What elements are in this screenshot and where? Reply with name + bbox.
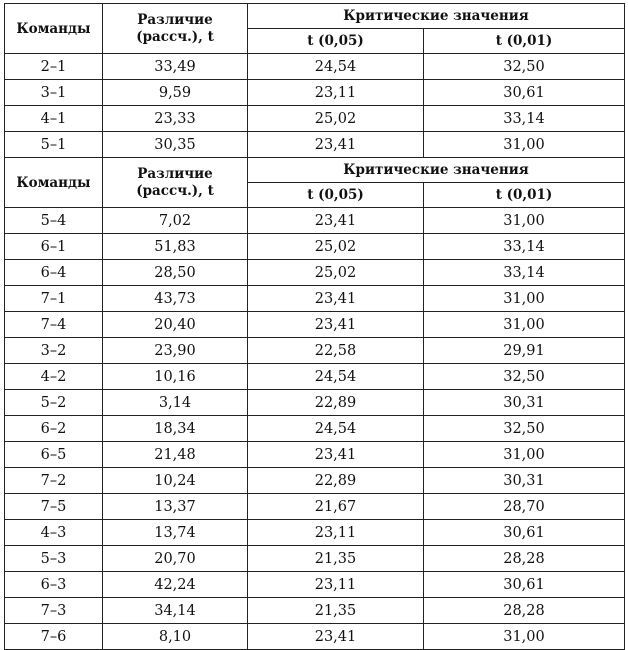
team-pair-cell: 7–5 <box>5 494 103 520</box>
critical-values-header: Критические значения <box>248 4 625 29</box>
difference-value-cell: 8,10 <box>103 624 248 650</box>
difference-value-cell: 20,70 <box>103 546 248 572</box>
table-row <box>5 390 625 416</box>
header-row <box>5 158 625 183</box>
t005-value-cell: 21,67 <box>248 494 424 520</box>
team-pair-cell: 2–1 <box>5 54 103 80</box>
t005-value-cell: 22,58 <box>248 338 424 364</box>
t005-value-cell: 22,89 <box>248 468 424 494</box>
t001-value-cell: 30,31 <box>424 390 625 416</box>
t005-value-cell: 23,41 <box>248 132 424 158</box>
table-row <box>5 106 625 132</box>
difference-value-cell: 20,40 <box>103 312 248 338</box>
t001-value-cell: 33,14 <box>424 234 625 260</box>
t001-value-cell: 30,61 <box>424 520 625 546</box>
t001-value-cell: 28,28 <box>424 598 625 624</box>
difference-value-cell: 23,33 <box>103 106 248 132</box>
t005-header: t (0,05) <box>248 183 424 208</box>
difference-header-line2: (рассч.), t <box>136 28 214 45</box>
t005-value-cell: 23,41 <box>248 312 424 338</box>
table-row <box>5 572 625 598</box>
table-row <box>5 520 625 546</box>
t005-value-cell: 23,41 <box>248 624 424 650</box>
critical-values-header: Критические значения <box>248 158 625 183</box>
difference-value-cell: 21,48 <box>103 442 248 468</box>
table-row <box>5 442 625 468</box>
difference-value-cell: 28,50 <box>103 260 248 286</box>
difference-value-cell: 42,24 <box>103 572 248 598</box>
t001-value-cell: 32,50 <box>424 364 625 390</box>
t005-value-cell: 23,41 <box>248 208 424 234</box>
t005-value-cell: 23,11 <box>248 520 424 546</box>
team-pair-cell: 4–1 <box>5 106 103 132</box>
t001-value-cell: 29,91 <box>424 338 625 364</box>
t001-value-cell: 32,50 <box>424 54 625 80</box>
table-row <box>5 546 625 572</box>
t005-value-cell: 24,54 <box>248 364 424 390</box>
team-pair-cell: 7–4 <box>5 312 103 338</box>
team-pair-cell: 7–1 <box>5 286 103 312</box>
teams-header: Команды <box>5 4 103 54</box>
t005-value-cell: 23,11 <box>248 80 424 106</box>
table-row <box>5 494 625 520</box>
difference-value-cell: 10,24 <box>103 468 248 494</box>
t005-value-cell: 24,54 <box>248 54 424 80</box>
table-row <box>5 234 625 260</box>
t005-value-cell: 22,89 <box>248 390 424 416</box>
team-pair-cell: 5–2 <box>5 390 103 416</box>
table-row <box>5 312 625 338</box>
t001-value-cell: 28,70 <box>424 494 625 520</box>
difference-value-cell: 43,73 <box>103 286 248 312</box>
difference-value-cell: 23,90 <box>103 338 248 364</box>
table-row <box>5 54 625 80</box>
team-pair-cell: 5–3 <box>5 546 103 572</box>
t001-value-cell: 32,50 <box>424 416 625 442</box>
t005-value-cell: 25,02 <box>248 106 424 132</box>
t001-value-cell: 31,00 <box>424 442 625 468</box>
teams-header: Команды <box>5 158 103 208</box>
t005-value-cell: 21,35 <box>248 546 424 572</box>
team-pair-cell: 6–4 <box>5 260 103 286</box>
t001-value-cell: 31,00 <box>424 624 625 650</box>
team-pair-cell: 5–4 <box>5 208 103 234</box>
t001-header: t (0,01) <box>424 183 625 208</box>
t005-header: t (0,05) <box>248 29 424 54</box>
section-2-header <box>5 158 625 208</box>
difference-header <box>103 4 248 54</box>
difference-value-cell: 13,37 <box>103 494 248 520</box>
team-pair-cell: 6–3 <box>5 572 103 598</box>
difference-header-line1: Различие <box>137 165 213 182</box>
team-pair-cell: 7–2 <box>5 468 103 494</box>
t001-value-cell: 30,31 <box>424 468 625 494</box>
difference-value-cell: 9,59 <box>103 80 248 106</box>
team-pair-cell: 7–6 <box>5 624 103 650</box>
t001-header: t (0,01) <box>424 29 625 54</box>
team-pair-cell: 4–3 <box>5 520 103 546</box>
header-row <box>5 4 625 29</box>
t005-value-cell: 23,41 <box>248 286 424 312</box>
team-pair-cell: 3–2 <box>5 338 103 364</box>
table-row <box>5 338 625 364</box>
t001-value-cell: 31,00 <box>424 312 625 338</box>
t005-value-cell: 25,02 <box>248 260 424 286</box>
t001-value-cell: 28,28 <box>424 546 625 572</box>
table-row <box>5 598 625 624</box>
team-pair-cell: 4–2 <box>5 364 103 390</box>
difference-value-cell: 3,14 <box>103 390 248 416</box>
t001-value-cell: 31,00 <box>424 286 625 312</box>
difference-value-cell: 18,34 <box>103 416 248 442</box>
table-row <box>5 416 625 442</box>
team-pair-cell: 6–5 <box>5 442 103 468</box>
team-pair-cell: 7–3 <box>5 598 103 624</box>
table-row <box>5 80 625 106</box>
table-row <box>5 364 625 390</box>
difference-value-cell: 34,14 <box>103 598 248 624</box>
team-pair-cell: 6–2 <box>5 416 103 442</box>
table-row <box>5 260 625 286</box>
t001-value-cell: 30,61 <box>424 80 625 106</box>
difference-value-cell: 13,74 <box>103 520 248 546</box>
section-1-body <box>5 54 625 158</box>
t005-value-cell: 24,54 <box>248 416 424 442</box>
difference-header-line2: (рассч.), t <box>136 182 214 199</box>
table-row <box>5 286 625 312</box>
difference-header <box>103 158 248 208</box>
team-pair-cell: 3–1 <box>5 80 103 106</box>
difference-value-cell: 7,02 <box>103 208 248 234</box>
t001-value-cell: 33,14 <box>424 260 625 286</box>
critical-values-table <box>4 3 625 650</box>
team-pair-cell: 6–1 <box>5 234 103 260</box>
table-row <box>5 132 625 158</box>
table-row <box>5 468 625 494</box>
t001-value-cell: 30,61 <box>424 572 625 598</box>
t005-value-cell: 21,35 <box>248 598 424 624</box>
t001-value-cell: 31,00 <box>424 132 625 158</box>
t001-value-cell: 33,14 <box>424 106 625 132</box>
difference-value-cell: 33,49 <box>103 54 248 80</box>
difference-header-line1: Различие <box>137 11 213 28</box>
difference-value-cell: 30,35 <box>103 132 248 158</box>
t001-value-cell: 31,00 <box>424 208 625 234</box>
difference-value-cell: 51,83 <box>103 234 248 260</box>
t005-value-cell: 23,11 <box>248 572 424 598</box>
difference-value-cell: 10,16 <box>103 364 248 390</box>
team-pair-cell: 5–1 <box>5 132 103 158</box>
section-2-body <box>5 208 625 650</box>
t005-value-cell: 23,41 <box>248 442 424 468</box>
t005-value-cell: 25,02 <box>248 234 424 260</box>
table-row <box>5 208 625 234</box>
